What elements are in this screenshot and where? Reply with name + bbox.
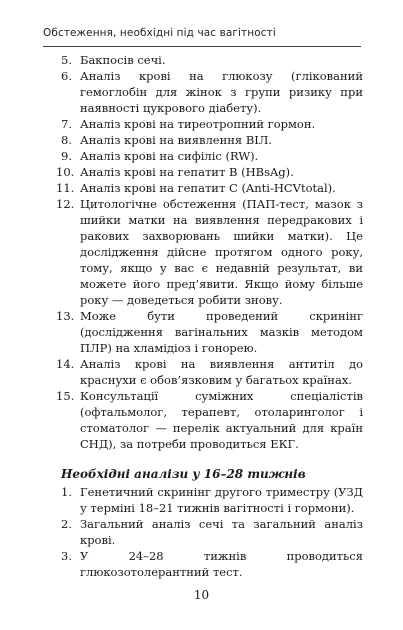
item-number: 8.	[61, 133, 72, 147]
item-number: 9.	[61, 149, 72, 163]
list-item	[43, 196, 363, 308]
list-item	[43, 388, 363, 452]
item-number: 14.	[56, 357, 75, 371]
list-item	[43, 116, 363, 132]
list-item	[43, 132, 363, 148]
item-text: Аналіз крові на тиреотропний гормон.	[80, 117, 316, 131]
item-number: 15.	[56, 389, 75, 403]
list-item	[43, 308, 363, 356]
item-text: Аналіз крові на виявлення ВІЛ.	[80, 133, 273, 147]
item-number: 1.	[61, 485, 72, 499]
section-tests-list	[43, 484, 363, 580]
list-item	[43, 356, 363, 388]
item-number: 3.	[61, 549, 72, 563]
list-item	[43, 52, 363, 68]
item-number: 11.	[56, 181, 75, 195]
item-text: У 24–28 тижнів проводиться глюкозотолерантний тест.	[80, 549, 363, 579]
item-text: Аналіз крові на гепатит В (HBsAg).	[80, 165, 294, 179]
tests-list	[43, 52, 363, 452]
running-header: Обстеження, необхідні під час вагітності	[43, 27, 276, 39]
list-item	[43, 484, 363, 516]
item-number: 13.	[56, 309, 75, 323]
list-item	[43, 164, 363, 180]
item-number: 6.	[61, 69, 72, 83]
item-number: 2.	[61, 517, 72, 531]
list-item	[43, 68, 363, 116]
list-item	[43, 548, 363, 580]
item-text: Може бути проведений скринінг (дослідження вагінальних мазків методом ПЛР) на хламідіоз і гонорею.	[80, 309, 363, 355]
item-text: Аналіз крові на глюкозу (глікований гемоглобін для жінок з групи ризику при наявності цукрового діабету).	[80, 69, 363, 115]
section-heading: Необхідні аналізи у 16–28 тижнів	[61, 467, 306, 481]
header-divider	[43, 46, 361, 47]
item-text: Цитологічне обстеження (ПАП-тест, мазок з шийки матки на виявлення передракових і ракових захворювань шийки матки). Це дослідження дійсне протягом одного року, тому, якщо у вас є недавній результат, ви можете його пред’явити. Якщо йому більше року — доведеться робити знову.	[80, 197, 363, 307]
item-text: Консультації суміжних спеціалістів (офтальмолог, терапевт, отоларинголог і стоматолог — перелік актуальний для країн СНД), за потреби проводиться ЕКГ.	[80, 389, 363, 451]
list-item	[43, 516, 363, 548]
item-text: Аналіз крові на виявлення антитіл до краснухи є обов’язковим у багатьох країнах.	[80, 357, 363, 387]
list-item	[43, 148, 363, 164]
item-text: Аналіз крові на сифіліс (RW).	[80, 149, 259, 163]
item-number: 5.	[61, 53, 72, 67]
page-content	[43, 52, 363, 580]
item-number: 10.	[56, 165, 75, 179]
item-text: Бакпосів сечі.	[80, 53, 166, 67]
list-item	[43, 180, 363, 196]
page-number: 10	[193, 588, 210, 602]
item-text: Загальний аналіз сечі та загальний аналіз крові.	[80, 517, 363, 547]
item-number: 12.	[56, 197, 75, 211]
item-number: 7.	[61, 117, 72, 131]
item-text: Генетичний скринінг другого триместру (УЗД у терміні 18–21 тижнів вагітності і гормони).	[80, 485, 363, 515]
item-text: Аналіз крові на гепатит С (Anti-HCVtotal).	[80, 181, 336, 195]
